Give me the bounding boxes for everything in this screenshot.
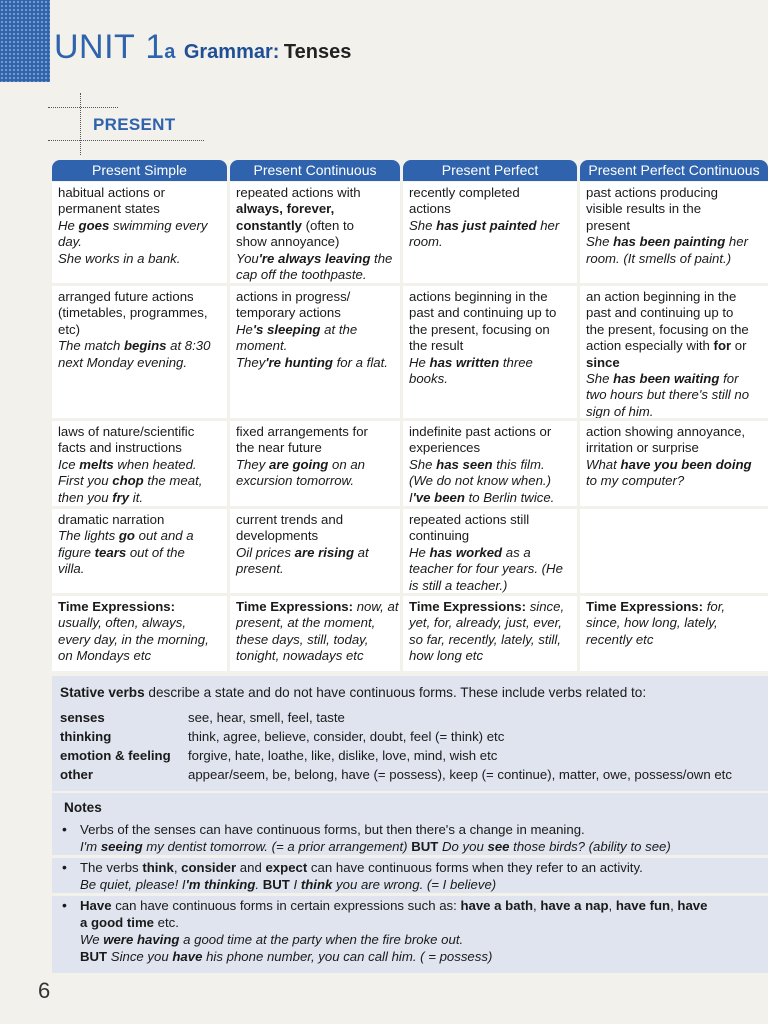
cell-line: to my computer? <box>586 473 685 489</box>
stative-category: senses <box>60 710 105 725</box>
note-line: I'm seeing my dentist tomorrow. (= a prior arrangement) BUT Do you see those birds? (ability to see) <box>80 839 671 854</box>
note-line: Verbs of the senses can have continuous forms, but then there's a change in meaning. <box>80 822 585 837</box>
note-line: The verbs think, consider and expect can have continuous forms when they refer to an activity. <box>80 860 643 875</box>
note-line: BUT Since you have his phone number, you can call him. ( = possess) <box>80 949 493 964</box>
cell-line: He's sleeping at the <box>236 321 358 337</box>
cell-line: (timetables, programmes, <box>58 305 208 321</box>
cell-line: arranged future actions <box>58 289 194 304</box>
cell-line: Time Expressions: since, <box>409 599 565 614</box>
cell-line: developments <box>236 528 319 544</box>
cell-line: moment. <box>236 338 288 354</box>
cell-line: Ice melts when heated. <box>58 456 197 472</box>
table-cell <box>403 182 577 283</box>
cell-line: irritation or surprise <box>586 440 699 456</box>
table-cell <box>580 421 768 506</box>
note-line: Be quiet, please! I'm thinking. BUT I think you are wrong. (= I believe) <box>80 877 497 892</box>
unit-letter: a <box>164 41 176 63</box>
stative-category: other <box>60 767 93 782</box>
stative-category: emotion & feeling <box>60 748 171 763</box>
note-bullet-icon: • <box>62 897 67 913</box>
stative-intro-term: Stative verbs <box>60 685 145 700</box>
table-cell <box>230 421 400 506</box>
column-header: Present Continuous <box>230 160 400 181</box>
unit-number: 1 <box>145 28 165 66</box>
unit-subject: Grammar: <box>183 41 280 63</box>
cell-line: Time Expressions: <box>58 599 176 614</box>
cell-line: figure tears out of the <box>58 544 185 560</box>
cell-line: She has just painted her <box>409 217 560 233</box>
cell-line: He has worked as a <box>409 544 531 560</box>
cell-line: recently completed <box>409 185 520 200</box>
cell-line: action especially with for or <box>586 338 747 354</box>
cell-line: habitual actions or <box>58 185 166 200</box>
cell-line: these days, still, today, <box>236 631 369 647</box>
stative-intro-text: describe a state and do not have continuous forms. These include verbs related to: <box>144 685 647 700</box>
stative-verbs: see, hear, smell, feel, taste <box>188 710 345 725</box>
cell-line: laws of nature/scientific <box>58 424 195 439</box>
note-line: a good time etc. <box>80 915 179 930</box>
cell-line: yet, for, already, just, ever, <box>409 615 562 631</box>
cell-line: teacher for four years. (He <box>409 561 563 577</box>
cell-line: temporary actions <box>236 305 341 321</box>
cell-line: Time Expressions: now, at <box>236 599 399 614</box>
cell-line: She has been waiting for <box>586 371 739 387</box>
cell-line: permanent states <box>58 201 160 217</box>
cell-line: excursion tomorrow. <box>236 473 354 489</box>
cell-line: action showing annoyance, <box>586 424 746 439</box>
cell-line: is still a teacher.) <box>409 577 508 593</box>
cell-line: recently etc <box>586 631 654 647</box>
stative-category: thinking <box>60 729 112 744</box>
cell-line: etc) <box>58 321 80 337</box>
table-cell <box>403 596 577 671</box>
cell-line: how long etc <box>409 648 484 664</box>
cell-line: show annoyance) <box>236 234 340 250</box>
note-bullet-icon: • <box>62 821 67 837</box>
cell-line: Oil prices are rising at <box>236 544 369 560</box>
stative-verbs: appear/seem, be, belong, have (= possess), keep (= continue), matter, owe, possess/own etc <box>188 767 732 782</box>
table-cell <box>52 182 227 283</box>
cell-line: on Mondays etc <box>58 648 152 664</box>
cell-line: current trends and <box>236 512 344 527</box>
cell-line: present. <box>236 561 284 577</box>
cell-line: repeated actions still <box>409 512 530 527</box>
table-cell <box>52 421 227 506</box>
cell-line: They're hunting for a flat. <box>236 354 388 370</box>
cell-line: room. <box>409 234 443 250</box>
cell-line: usually, often, always, <box>58 615 187 631</box>
section-heading: PRESENT <box>93 115 176 134</box>
cell-line: cap off the toothpaste. <box>236 267 367 283</box>
cell-line: tonight, nowadays etc <box>236 648 364 664</box>
cell-line: They are going on an <box>236 456 366 472</box>
table-cell <box>580 596 768 671</box>
column-header: Present Perfect Continuous <box>580 160 768 181</box>
cell-line: She works in a bank. <box>58 250 181 266</box>
cell-line: experiences <box>409 440 481 456</box>
cell-line: visible results in the <box>586 201 702 217</box>
cell-line: repeated actions with <box>236 185 361 200</box>
cell-line: since, how long, lately, <box>586 615 718 631</box>
cell-line: She has seen this film. <box>409 456 545 472</box>
cell-line: the result <box>409 338 464 354</box>
cell-line: indefinite past actions or <box>409 424 552 439</box>
cell-line: She has been painting her <box>586 234 748 250</box>
cell-line: then you fry it. <box>58 489 144 505</box>
cell-line: The match begins at 8:30 <box>58 338 211 354</box>
page-number: 6 <box>38 978 51 1003</box>
unit-corner-block <box>0 0 50 82</box>
cell-line: the present, focusing on <box>409 321 550 337</box>
cell-line: past and continuing up to <box>409 305 557 321</box>
note-divider <box>52 855 768 858</box>
cell-line: continuing <box>409 528 470 544</box>
table-cell <box>230 596 400 671</box>
cell-line: books. <box>409 371 448 387</box>
stative-verbs: think, agree, believe, consider, doubt, feel (= think) etc <box>188 729 505 744</box>
guide-line <box>80 93 81 155</box>
stative-verbs: forgive, hate, loathe, like, dislike, love, mind, wish etc <box>188 748 498 763</box>
cell-line: The lights go out and a <box>58 528 194 544</box>
cell-line: facts and instructions <box>58 440 182 456</box>
table-cell <box>403 509 577 593</box>
note-line: Have can have continuous forms in certain expressions such as: have a bath, have a nap, have fun, have <box>80 898 708 913</box>
table-cell <box>580 182 768 283</box>
cell-line: day. <box>58 234 82 250</box>
cell-line: You're always leaving the <box>236 250 393 266</box>
cell-line: two hours but there's still no <box>586 387 750 403</box>
cell-line: past and continuing up to <box>586 305 734 321</box>
table-cell <box>52 509 227 593</box>
table-cell <box>230 286 400 418</box>
cell-line: past actions producing <box>586 185 718 200</box>
stative-intro <box>60 685 646 700</box>
cell-line: dramatic narration <box>58 512 165 527</box>
unit-word: UNIT <box>54 28 136 66</box>
cell-line: sign of him. <box>586 403 654 418</box>
guide-line <box>48 140 204 141</box>
note-divider <box>52 893 768 896</box>
cell-line: He goes swimming every <box>58 217 208 233</box>
cell-line: First you chop the meat, <box>58 473 203 489</box>
table-cell <box>52 596 227 671</box>
cell-line: What have you been doing <box>586 456 752 472</box>
cell-line: actions in progress/ <box>236 289 351 304</box>
column-header: Present Simple <box>52 160 227 181</box>
cell-line: constantly (often to <box>236 217 355 233</box>
unit-title <box>54 28 351 67</box>
table-cell <box>230 182 400 283</box>
cell-line: an action beginning in the <box>586 289 737 304</box>
cell-line: present, at the moment, <box>236 615 376 631</box>
table-cell <box>403 286 577 418</box>
cell-line: He has written three <box>409 354 533 370</box>
cell-line: Time Expressions: for, <box>586 599 726 614</box>
cell-line: next Monday evening. <box>58 354 188 370</box>
cell-line: always, forever, <box>236 201 335 217</box>
note-line: We were having a good time at the party when the fire broke out. <box>80 932 464 947</box>
table-cell <box>403 421 577 506</box>
guide-line <box>48 107 118 108</box>
note-bullet-icon: • <box>62 859 67 875</box>
cell-line: room. (It smells of paint.) <box>586 250 732 266</box>
table-cell <box>230 509 400 593</box>
cell-line: (We do not know when.) <box>409 473 551 489</box>
column-header: Present Perfect <box>403 160 577 181</box>
cell-line: the near future <box>236 440 322 456</box>
cell-line: so far, recently, lately, still, <box>409 631 561 647</box>
cell-line: actions beginning in the <box>409 289 548 304</box>
cell-line: the present, focusing on the <box>586 321 749 337</box>
unit-topic: Tenses <box>283 41 352 63</box>
cell-line: actions <box>409 201 451 217</box>
cell-line: every day, in the morning, <box>58 631 209 647</box>
table-cell <box>580 286 768 418</box>
cell-line: present <box>586 217 630 233</box>
cell-line: since <box>586 354 620 370</box>
cell-line: I've been to Berlin twice. <box>409 489 555 505</box>
table-cell <box>580 509 768 593</box>
cell-line: villa. <box>58 561 85 577</box>
cell-line: fixed arrangements for <box>236 424 368 439</box>
table-cell <box>52 286 227 418</box>
notes-title: Notes <box>64 800 102 815</box>
